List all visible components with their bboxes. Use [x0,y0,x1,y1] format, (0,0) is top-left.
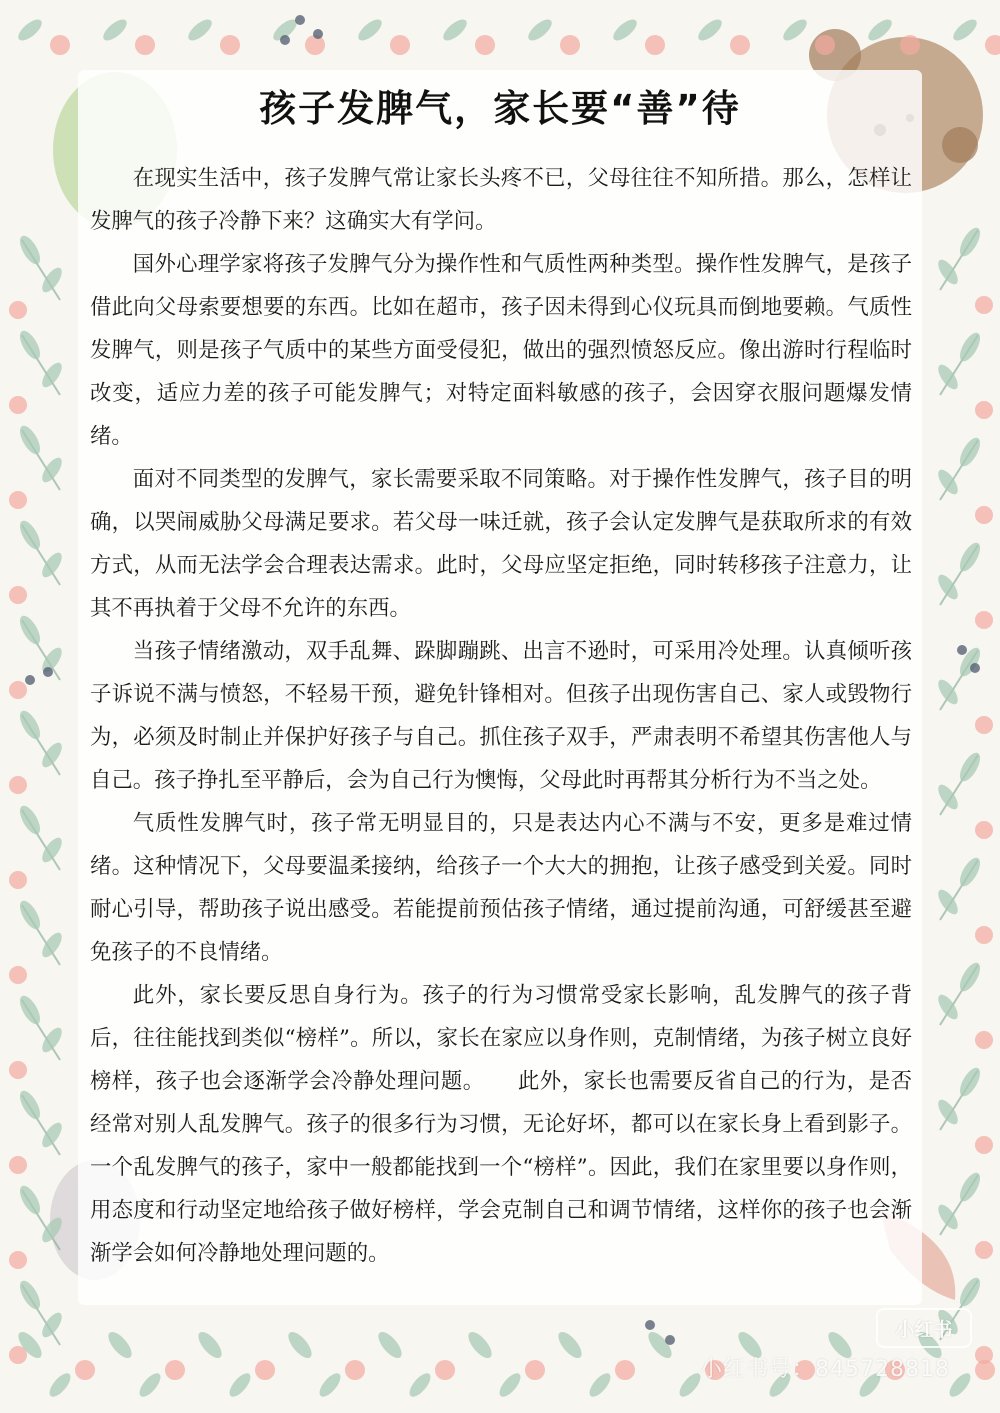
flower-icon [475,35,495,55]
leaf-icon [16,423,44,458]
flower-icon [9,1156,27,1174]
leaf-icon [956,540,984,575]
leaf-icon [15,16,45,44]
leaf-icon [464,1328,495,1362]
leaf-icon [226,1370,254,1400]
leaf-icon [946,1370,974,1400]
flower-icon [9,681,27,699]
leaf-icon [16,993,44,1028]
leaf-icon [554,1328,585,1362]
berry-icon [25,675,35,685]
leaf-icon [284,1328,315,1362]
article-title: 孩子发脾气，家长要“善”待 [259,87,741,130]
leaf-icon [16,1278,44,1313]
berry-icon [957,645,967,655]
leaf-icon [39,835,66,866]
leaf-icon [956,1170,984,1205]
leaf-icon [39,455,66,486]
paragraph-4: 当孩子情绪激动，双手乱舞、跺脚蹦跳、出言不逊时，可采用冷处理。认真倾听孩子诉说不满与愤怒，不轻易干预，避免针锋相对。但孩子出现伤害自己、家人或毁物行为，必须及时制止并保护好孩子与自己。抓住孩子双手，严肃表明不希望其伤害他人与自己。孩子挣扎至平静后，会为自己行为懊悔，父母此时再帮其分析行为不当之处。 [90,639,912,793]
flower-icon [255,1360,275,1380]
leaf-icon [16,613,44,648]
flower-icon [975,1241,993,1259]
leaf-icon [16,328,44,363]
leaf-icon [374,1328,405,1362]
leaf-icon [525,16,555,44]
leaf-icon [610,16,640,44]
leaf-icon [950,16,980,44]
leaf-icon [194,1328,225,1362]
leaf-icon [39,265,66,296]
flower-icon [525,1360,545,1380]
flower-icon [900,35,920,55]
flower-icon [9,491,27,509]
flower-icon [75,1360,95,1380]
flower-icon [50,35,70,55]
leaf-icon [16,1088,44,1123]
flower-icon [975,296,993,314]
leaf-icon [16,708,44,743]
leaf-icon [136,1370,164,1400]
article-body [90,157,912,1275]
flower-icon [985,35,1000,55]
flower-icon [9,586,27,604]
flower-icon [975,716,993,734]
flower-icon [975,506,993,524]
leaf-icon [956,960,984,995]
leaf-icon [100,16,130,44]
berry-icon [970,663,980,673]
xiaohongshu-logo: 小红书 [876,1308,972,1348]
paragraph-3: 面对不同类型的发脾气，家长需要采取不同策略。对于操作性发脾气，孩子目的明确，以哭闹威胁父母满足要求。若父母一味迁就，孩子会认定发脾气是获取所求的有效方式，从而无法学会合理表达需求。此时，父母应坚定拒绝，同时转移孩子注意力，让其不再执着于父母不允许的东西。 [90,467,912,621]
flower-icon [975,1031,993,1049]
leaf-icon [39,1310,66,1341]
flower-icon [435,1360,455,1380]
flower-icon [975,1360,995,1380]
flower-icon [9,776,27,794]
flower-icon [345,1360,365,1380]
leaf-icon [956,750,984,785]
paragraph-1: 在现实生活中，孩子发脾气常让家长头疼不已，父母往往不知所措。那么，怎样让发脾气的孩子冷静下来？这确实大有学问。 [90,166,912,234]
flower-icon [975,401,993,419]
flower-icon [615,1360,635,1380]
flower-icon [165,1360,185,1380]
leaf-icon [16,233,44,268]
flower-icon [645,35,665,55]
leaf-icon [39,740,66,771]
leaf-icon [185,16,215,44]
paragraph-6: 此外，家长要反思自身行为。孩子的行为习惯常受家长影响，乱发脾气的孩子背后，往往能找到类似“榜样”。所以，家长在家应以身作则，克制情绪，为孩子树立良好榜样，孩子也会逐渐学会冷静处理问题。 此外，家长也需要反省自己的行为，是否经常对别人乱发脾气。孩子的很多行为习惯，无论好坏，都可以在家长身上看到影子。一个乱发脾气的孩子，家中一般都能找到一个“榜样”。因此，我们在家里要以身作则，用态度和行动坚定地给孩子做好榜样，学会克制自己和调节情绪，这样你的孩子也会渐渐学会如何冷静地处理问题的。 [90,983,912,1266]
watermark: 小红书号：845728818 [700,1357,950,1382]
leaf-icon [39,930,66,961]
leaf-icon [16,898,44,933]
leaf-icon [695,16,725,44]
berry-icon [665,1335,675,1345]
flower-icon [975,611,993,629]
flower-icon [560,35,580,55]
flower-icon [9,301,27,319]
leaf-icon [316,1370,344,1400]
berry-icon [313,29,323,39]
leaf-icon [956,435,984,470]
leaf-icon [956,1275,984,1310]
leaf-icon [39,360,66,391]
flower-icon [390,35,410,55]
leaf-icon [956,330,984,365]
leaf-icon [16,803,44,838]
berry-icon [280,35,290,45]
paragraph-5: 气质性发脾气时，孩子常无明显目的，只是表达内心不满与不安，更多是难过情绪。这种情况下，父母要温柔接纳，给孩子一个大大的拥抱，让孩子感受到关爱。同时耐心引导，帮助孩子说出感受。若能提前预估孩子情绪，通过提前沟通，可舒缓甚至避免孩子的不良情绪。 [90,811,912,965]
leaf-icon [956,1065,984,1100]
flower-icon [815,35,835,55]
leaf-icon [16,518,44,553]
flower-icon [975,821,993,839]
leaf-icon [39,550,66,581]
flower-icon [975,1136,993,1154]
flower-icon [9,1061,27,1079]
berry-icon [43,667,53,677]
leaf-icon [956,225,984,260]
berry-icon [645,1320,655,1330]
leaf-icon [644,1328,675,1362]
leaf-icon [39,1120,66,1151]
leaf-icon [355,16,385,44]
flower-icon [9,1251,27,1269]
flower-icon [135,35,155,55]
paragraph-2: 国外心理学家将孩子发脾气分为操作性和气质性两种类型。操作性发脾气，是孩子借此向父母索要想要的东西。比如在超市，孩子因未得到心仪玩具而倒地要赖。气质性发脾气，则是孩子气质中的某些方面受侵犯，做出的强烈愤怒反应。像出游时行程临时改变，适应力差的孩子可能发脾气；对特定面料敏感的孩子，会因穿衣服问题爆发情绪。 [90,252,912,449]
leaf-icon [104,1328,135,1362]
leaf-icon [780,16,810,44]
flower-icon [730,35,750,55]
flower-icon [220,35,240,55]
flower-icon [975,926,993,944]
flower-icon [9,396,27,414]
leaf-icon [496,1370,524,1400]
flower-icon [9,871,27,889]
flower-icon [9,966,27,984]
leaf-icon [16,1183,44,1218]
leaf-icon [46,1370,74,1400]
leaf-icon [586,1370,614,1400]
leaf-icon [440,16,470,44]
berry-icon [295,15,305,25]
leaf-icon [39,1025,66,1056]
leaf-icon [406,1370,434,1400]
leaf-icon [956,855,984,890]
